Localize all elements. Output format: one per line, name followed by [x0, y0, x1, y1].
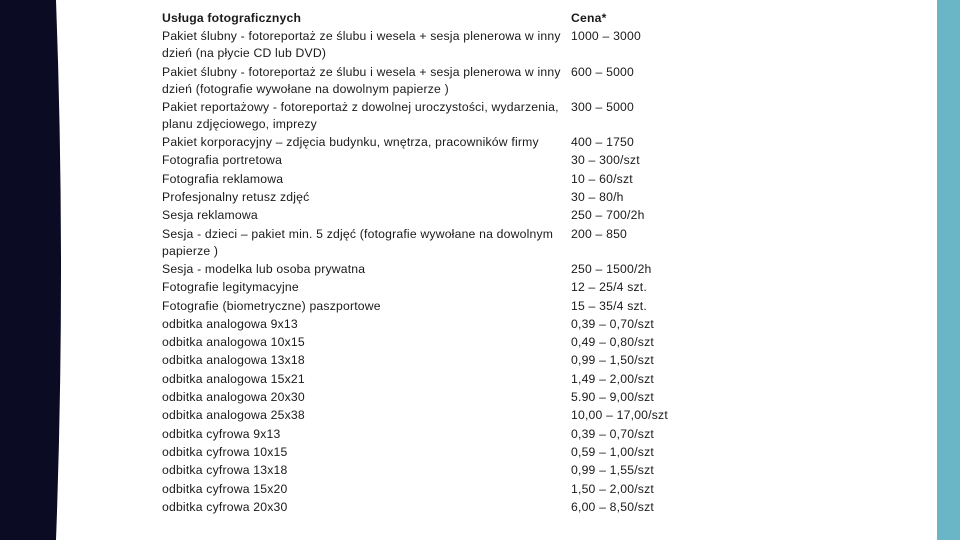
service-cell: Pakiet ślubny - fotoreportaż ze ślubu i wesela + sesja plenerowa w inny dzień (fotografie wywołane na dowolnym papierze )	[162, 64, 561, 96]
service-column-header: Usługa fotograficznych	[162, 11, 302, 25]
price-list-table	[162, 10, 691, 517]
table-row	[162, 261, 691, 279]
price-cell: 6,00 – 8,50/szt	[571, 499, 654, 514]
price-cell: 300 – 5000	[571, 99, 634, 114]
table-row	[162, 279, 691, 297]
table-row	[162, 99, 691, 134]
service-cell: Pakiet korporacyjny – zdjęcia budynku, wnętrza, pracowników firmy	[162, 135, 539, 150]
price-cell: 15 – 35/4 szt.	[571, 298, 647, 313]
service-cell: Fotografia reklamowa	[162, 171, 284, 186]
price-cell: 1,50 – 2,00/szt	[571, 481, 654, 496]
service-cell: odbitka analogowa 15x21	[162, 371, 305, 386]
table-header-row	[162, 10, 691, 28]
table-row	[162, 28, 691, 63]
price-cell: 0,99 – 1,50/szt	[571, 353, 654, 368]
table-row	[162, 407, 691, 425]
service-cell: Fotografie (biometryczne) paszportowe	[162, 298, 381, 313]
table-row	[162, 226, 691, 261]
service-cell: odbitka cyfrowa 10x15	[162, 444, 288, 459]
service-cell: Pakiet reportażowy - fotoreportaż z dowolnej uroczystości, wydarzenia, planu zdjęciowego, imprezy	[162, 99, 559, 131]
service-cell: odbitka analogowa 20x30	[162, 390, 305, 405]
price-cell: 600 – 5000	[571, 64, 634, 79]
price-cell: 200 – 850	[571, 226, 628, 241]
table-row	[162, 298, 691, 316]
table-row	[162, 371, 691, 389]
table-row	[162, 499, 691, 517]
price-cell: 250 – 1500/2h	[571, 261, 652, 276]
table-row	[162, 352, 691, 370]
service-cell: Profesjonalny retusz zdjęć	[162, 190, 310, 205]
price-cell: 1000 – 3000	[571, 29, 641, 44]
price-cell: 10,00 – 17,00/szt	[571, 408, 668, 423]
table-row	[162, 171, 691, 189]
price-cell: 0,99 – 1,55/szt	[571, 463, 654, 478]
price-cell: 0,59 – 1,00/szt	[571, 444, 654, 459]
service-cell: odbitka analogowa 25x38	[162, 408, 305, 423]
service-cell: odbitka analogowa 10x15	[162, 335, 305, 350]
service-cell: odbitka cyfrowa 9x13	[162, 426, 281, 441]
left-band-shape	[0, 0, 66, 540]
table-row	[162, 481, 691, 499]
table-row	[162, 152, 691, 170]
price-cell: 5.90 – 9,00/szt	[571, 390, 654, 405]
left-decorative-band	[0, 0, 66, 540]
right-decorative-band	[937, 0, 960, 540]
table-row	[162, 462, 691, 480]
price-cell: 10 – 60/szt	[571, 171, 633, 186]
service-cell: odbitka analogowa 9x13	[162, 316, 298, 331]
price-cell: 0,39 – 0,70/szt	[571, 426, 654, 441]
price-cell: 0,49 – 0,80/szt	[571, 335, 654, 350]
table-row	[162, 334, 691, 352]
price-cell: 400 – 1750	[571, 135, 634, 150]
table-row	[162, 134, 691, 152]
service-cell: odbitka cyfrowa 13x18	[162, 463, 288, 478]
price-cell: 250 – 700/2h	[571, 208, 645, 223]
service-cell: Fotografie legitymacyjne	[162, 280, 299, 295]
service-cell: Sesja - modelka lub osoba prywatna	[162, 261, 366, 276]
table-row	[162, 64, 691, 99]
table-row	[162, 189, 691, 207]
price-cell: 12 – 25/4 szt.	[571, 280, 647, 295]
table-row	[162, 389, 691, 407]
price-column-header: Cena*	[571, 11, 607, 25]
service-cell: odbitka cyfrowa 15x20	[162, 481, 288, 496]
price-cell: 0,39 – 0,70/szt	[571, 316, 654, 331]
service-cell: odbitka analogowa 13x18	[162, 353, 305, 368]
service-cell: Pakiet ślubny - fotoreportaż ze ślubu i wesela + sesja plenerowa w inny dzień (na płycie CD lub DVD)	[162, 29, 561, 61]
service-cell: Sesja - dzieci – pakiet min. 5 zdjęć (fotografie wywołane na dowolnym papierze )	[162, 226, 554, 258]
table-row	[162, 207, 691, 225]
service-cell: Sesja reklamowa	[162, 208, 258, 223]
table-row	[162, 444, 691, 462]
table-row	[162, 316, 691, 334]
service-cell: Fotografia portretowa	[162, 153, 283, 168]
price-cell: 1,49 – 2,00/szt	[571, 371, 654, 386]
price-cell: 30 – 80/h	[571, 190, 624, 205]
price-cell: 30 – 300/szt	[571, 153, 640, 168]
service-cell: odbitka cyfrowa 20x30	[162, 499, 288, 514]
table-row	[162, 426, 691, 444]
